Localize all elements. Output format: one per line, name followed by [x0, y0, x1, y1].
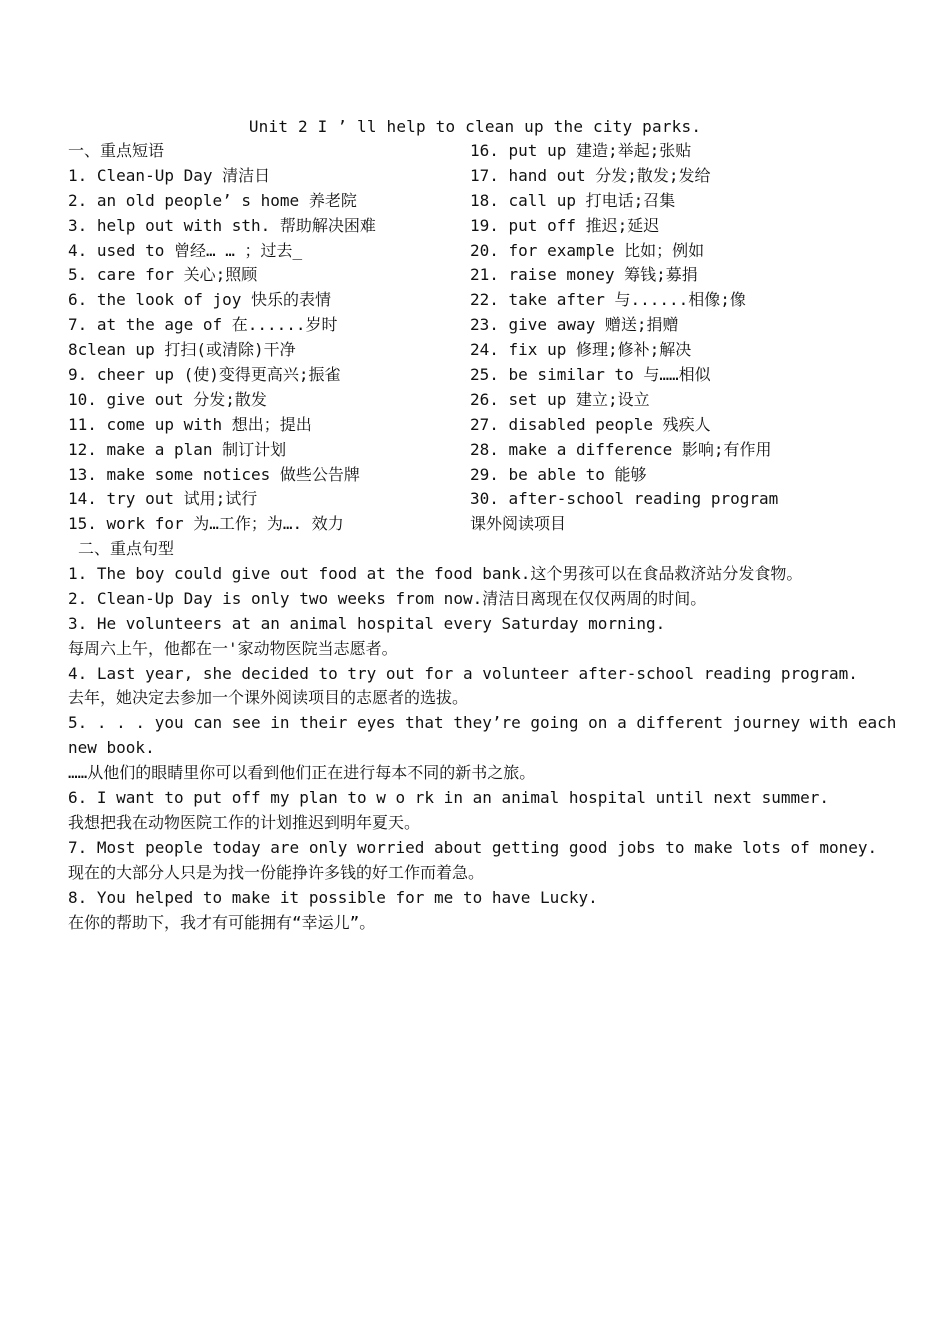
- sentences-section: [68, 537, 928, 936]
- phrase-item: 11. come up with 想出；提出: [68, 414, 312, 434]
- phrase-item: 7. at the age of 在......岁时: [68, 315, 338, 335]
- sentence-line: 每周六上午，他都在一'家动物医院当志愿者。: [68, 638, 398, 658]
- sentence-line: ……从他们的眼睛里你可以看到他们正在进行每本不同的新书之旅。: [68, 763, 536, 783]
- phrase-item: 24. fix up 修理;修补;解决: [470, 340, 692, 360]
- phrase-item: 1. Clean-Up Day 清洁日: [68, 165, 271, 185]
- sentence-line: 2. Clean-Up Day is only two weeks from now.清洁日离现在仅仅两周的时间。: [68, 588, 707, 608]
- phrase-item: 3. help out with sth. 帮助解决困难: [68, 215, 376, 235]
- phrase-item: 25. be similar to 与……相似: [470, 365, 711, 385]
- sentence-line: 3. He volunteers at an animal hospital every Saturday morning.: [68, 613, 666, 633]
- sentence-line: 现在的大部分人只是为找一份能挣许多钱的好工作而着急。: [68, 862, 485, 882]
- phrase-item: 22. take after 与......相像;像: [470, 290, 746, 310]
- phrase-item: 2. an old people’ s home 养老院: [68, 190, 357, 210]
- phrase-item: 5. care for 关心;照顾: [68, 265, 258, 285]
- phrase-item: 20. for example 比如；例如: [470, 240, 705, 260]
- phrase-item: 14. try out 试用;试行: [68, 489, 258, 509]
- sentence-line: 1. The boy could give out food at the food bank.这个男孩可以在食品救济站分发食物。: [68, 563, 803, 583]
- sentence-line: 我想把我在动物医院工作的计划推迟到明年夏天。: [68, 812, 421, 832]
- phrase-item: 29. be able to 能够: [470, 464, 647, 484]
- sentence-line: new book.: [68, 738, 155, 758]
- phrase-item: 28. make a difference 影响;有作用: [470, 439, 772, 459]
- sentence-line: 4. Last year, she decided to try out for a volunteer after-school reading program.: [68, 663, 858, 683]
- phrase-item: 13. make some notices 做些公告牌: [68, 464, 360, 484]
- phrase-item: 4. used to 曾经… … ；过去_: [68, 240, 303, 260]
- phrases-heading: 一、重点短语: [68, 141, 165, 160]
- phrase-item: 18. call up 打电话;召集: [470, 190, 676, 210]
- phrase-item: 21. raise money 筹钱;募捐: [470, 265, 698, 285]
- phrase-item: 30. after-school reading program: [470, 489, 779, 509]
- phrase-item-continuation: 课外阅读项目: [470, 514, 567, 534]
- sentence-line: 在你的帮助下，我才有可能拥有“幸运儿”。: [68, 912, 376, 932]
- phrase-item: 10. give out 分发;散发: [68, 389, 267, 409]
- document-title: Unit 2 I ’ ll help to clean up the city parks.: [248, 117, 702, 136]
- phrase-item: 8clean up 打扫(或清除)干净: [68, 340, 296, 360]
- phrase-item: 26. set up 建立;设立: [470, 389, 650, 409]
- sentence-line: 8. You helped to make it possible for me to have Lucky.: [68, 887, 598, 907]
- phrases-left-column: [68, 139, 468, 537]
- sentence-line: 5. . . . you can see in their eyes that they’re going on a different journey with each: [68, 713, 897, 733]
- phrase-item: 23. give away 赠送;捐赠: [470, 315, 679, 335]
- phrase-item: 12. make a plan 制订计划: [68, 439, 287, 459]
- phrase-item: 19. put off 推迟;延迟: [470, 215, 660, 235]
- phrase-item: 6. the look of joy 快乐的表情: [68, 290, 332, 310]
- phrases-right-column: [470, 139, 940, 537]
- sentence-line: 6. I want to put off my plan to w o rk in an animal hospital until next summer.: [68, 788, 829, 808]
- phrase-item: 17. hand out 分发;散发;发给: [470, 165, 711, 185]
- sentences-heading: 二、重点句型: [78, 539, 175, 558]
- sentence-line: 去年，她决定去参加一个课外阅读项目的志愿者的选拔。: [68, 688, 469, 708]
- phrase-item: 9. cheer up (使)变得更高兴;振雀: [68, 365, 341, 385]
- phrase-item: 16. put up 建造;举起;张贴: [470, 141, 692, 160]
- phrase-item: 27. disabled people 残疾人: [470, 414, 711, 434]
- phrase-item: 15. work for 为…工作；为…. 效力: [68, 514, 344, 534]
- sentence-line: 7. Most people today are only worried about getting good jobs to make lots of money.: [68, 837, 878, 857]
